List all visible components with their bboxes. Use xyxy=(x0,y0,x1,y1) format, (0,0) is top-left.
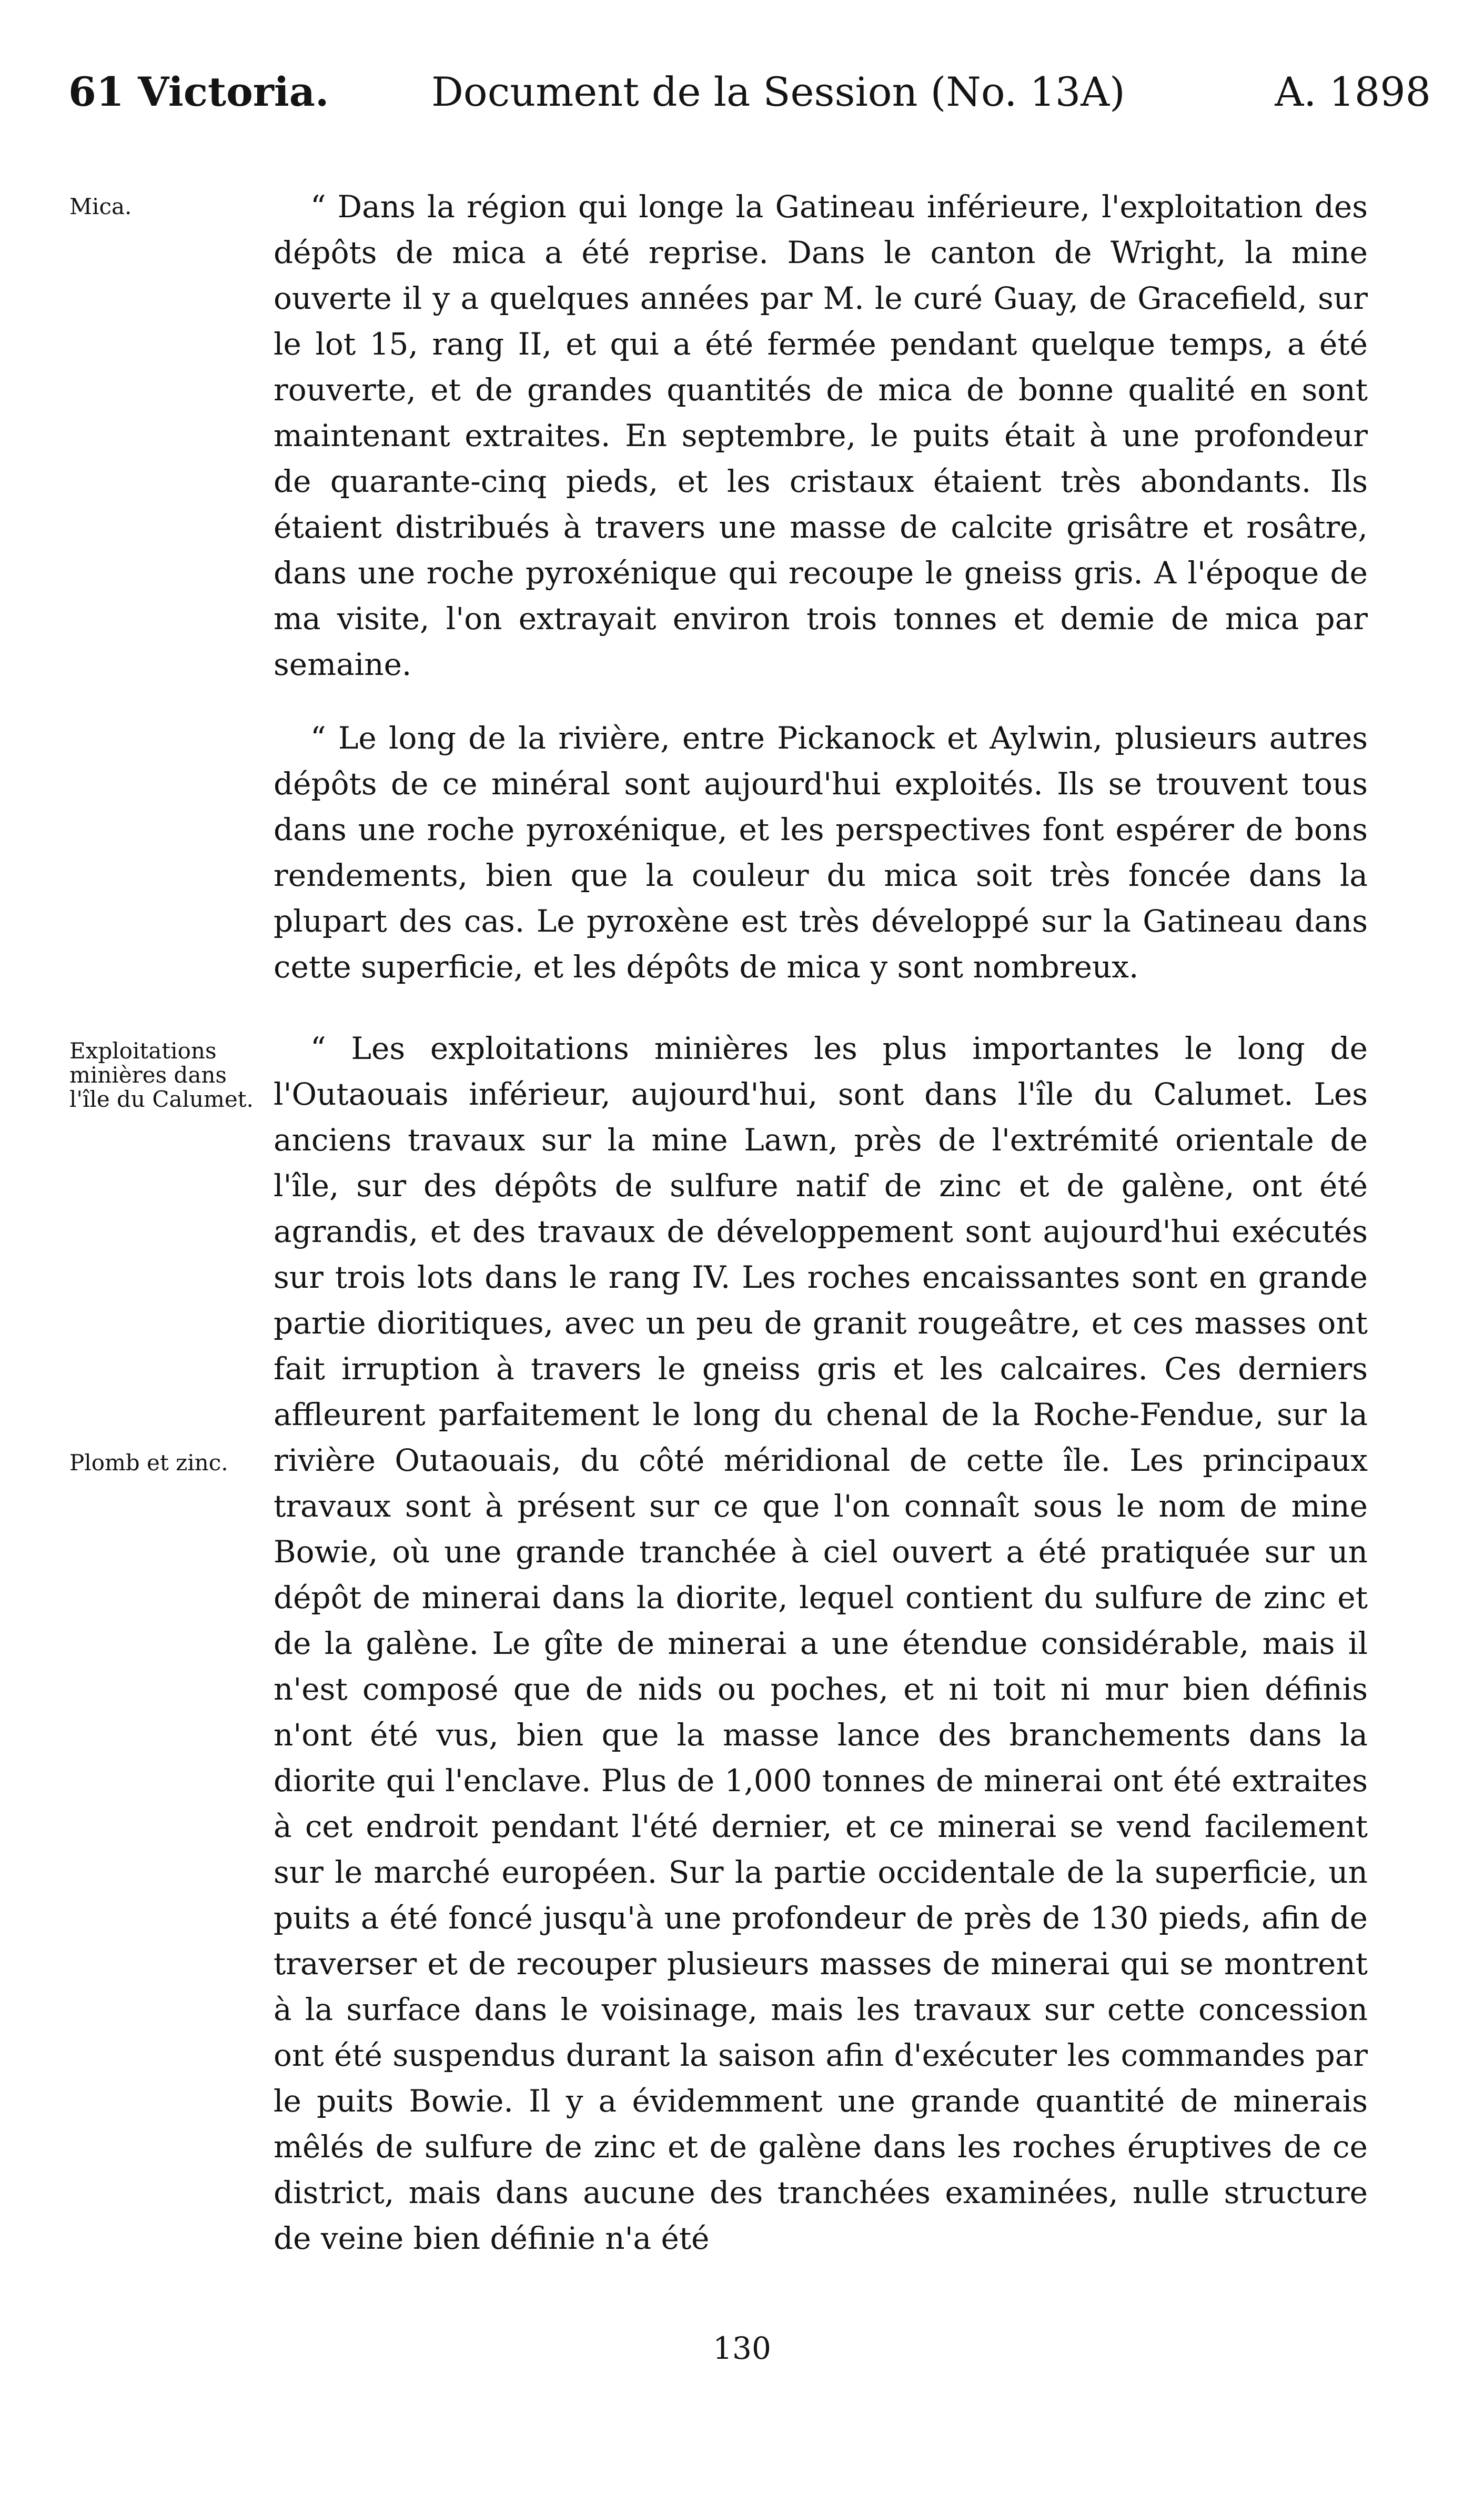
paragraph-pickanock-aylwin: “ Le long de la rivière, entre Pickanock et Aylwin, plusieurs autres dépôts de ce minéral sont aujourd'hui exploités. Ils se trouvent tous dans une roche pyroxénique, et les perspectives font espérer de bons rendements, bien que la couleur du mica soit très foncée dans la plupart des cas. Le pyroxène est très développé sur la Gatineau dans cette superficie, et les dépôts de mica y sont nombreux. xyxy=(274,720,1368,985)
margin-note-mica: Mica. xyxy=(69,194,132,219)
paragraph-mica-gatineau: “ Dans la région qui longe la Gatineau inférieure, l'exploitation des dépôts de mica a été reprise. Dans le canton de Wright, la mine ouverte il y a quelques années par M. le curé Guay, de Gracefield, sur le lot 15, rang II, et qui a été fermée pendant quelque temps, a été rouverte, et de grandes quantités de mica de bonne qualité en sont maintenant extraites. En septembre, le puits était à une profondeur de quarante-cinq pieds, et les cristaux étaient très abondants. Ils étaient distribués à travers une masse de calcite grisâtre et rosâtre, dans une roche pyroxénique qui recoupe le gneiss gris. A l'époque de ma visite, l'on extrayait environ trois tonnes et demie de mica par semaine. xyxy=(274,189,1368,682)
page-number: 130 xyxy=(713,2330,771,2366)
paragraph-ile-du-calumet: “ Les exploitations minières les plus importantes le long de l'Outaouais inférieur, aujourd'hui, sont dans l'île du Calumet. Les anciens travaux sur la mine Lawn, près de l'extrémité orientale de l'île, sur des dépôts de sulfure natif de zinc et de galène, ont été agrandis, et des travaux de développement sont aujourd'hui exécutés sur trois lots dans le rang IV. Les roches encaissantes sont en grande partie dioritiques, avec un peu de granit rougeâtre, et ces masses ont fait irruption à travers le gneiss gris et les calcaires. Ces derniers affleurent parfaitement le long du chenal de la Roche-Fendue, sur la rivière Outaouais, du côté méridional de cette île. Les principaux travaux sont à présent sur ce que l'on connaît sous le nom de mine Bowie, où une grande tranchée à ciel ouvert a été pratiquée sur un dépôt de minerai dans la diorite, lequel contient du sulfure de zinc et de la galène. Le gîte de minerai a une étendue considérable, mais il n'est composé que de nids ou poches, et ni toit ni mur bien définis n'ont été vus, bien que la masse lance des branchements dans la diorite qui l'enclave. Plus de 1,000 tonnes de minerai ont été extraites à cet endroit pendant l'été dernier, et ce minerai se vend facilement sur le marché européen. Sur la partie occidentale de la superficie, un puits a été foncé jusqu'à une profondeur de près de 130 pieds, afin de traverser et de recouper plusieurs masses de minerai qui se montrent à la surface dans le voisinage, mais les travaux sur cette concession ont été suspendus durant la saison afin d'exécuter les commandes par le puits Bowie. Il y a évidemment une grande quantité de minerais mêlés de sulfure de zinc et de galène dans les roches éruptives de ce district, mais dans aucune des tranchées examinées, nulle structure de veine bien définie n'a été xyxy=(274,1031,1368,2256)
page-header xyxy=(68,63,1431,121)
header-year: A. 1898 xyxy=(1275,68,1431,115)
margin-note-plomb-zinc: Plomb et zinc. xyxy=(69,1450,228,1476)
header-document-title: Document de la Session (No. 13A) xyxy=(431,68,1125,115)
margin-note-exploitations: Exploitations minières dans l'île du Calumet. xyxy=(69,1038,254,1112)
header-volume: 61 Victoria. xyxy=(68,68,329,115)
